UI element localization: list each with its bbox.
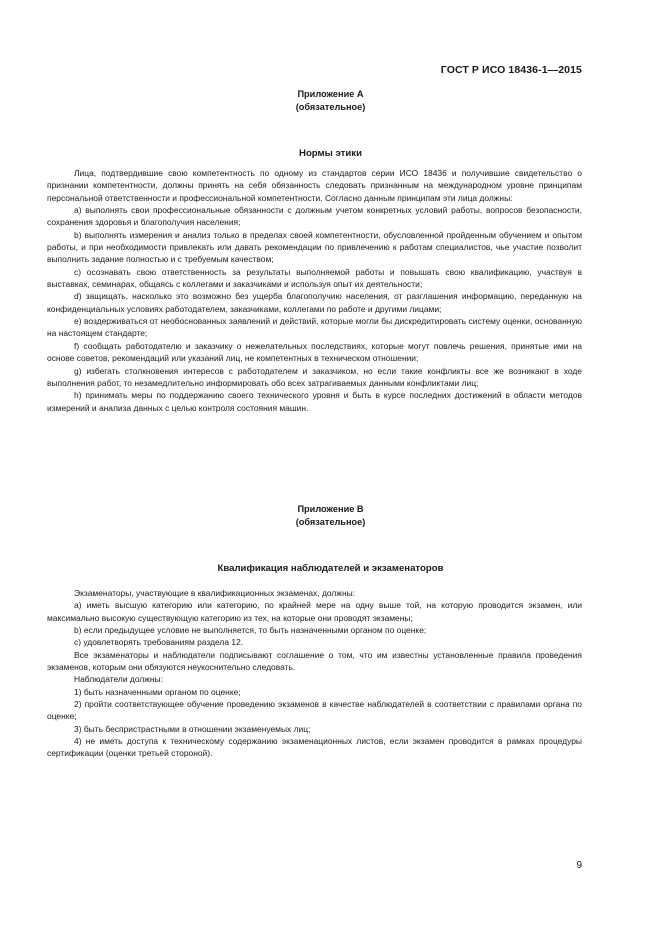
annex-a-item-d: d) защищать, насколько это возможно без ущерба благополучию населения, от разглашения информацию, переданную на конфиденциальных условиях работодателем, заказчиками, коллегами по работе и другими лицами;: [47, 291, 582, 314]
annex-b-title: Квалификация наблюдателей и экзаменаторов: [217, 563, 444, 574]
annex-b-agreement: Все экзаменаторы и наблюдатели подписывают соглашение о том, что им известны установленные правила проведения экзаменов, которым они обязуются неукоснительно следовать.: [47, 649, 582, 673]
annex-a-item-g: g) избегать столкновения интересов с работодателем и заказчиком, но если такие конфликты все же возникают в ходе выполнения работ, то незамедлительно информировать обо всех затрагиваемых данными конфликтами лиц;: [47, 365, 582, 388]
annex-b-observers-intro: Наблюдатели должны:: [74, 674, 163, 685]
annex-b-status: (обязательное): [295, 516, 366, 527]
annex-a-item-a: a) выполнять свои профессиональные обязанности с должным учетом конкретных условий работы, вопросов безопасности, сохранения здоровья и благополучия населения;: [47, 205, 582, 228]
annex-b-item-b: b) если предыдущее условие не выполняется, то быть назначенными органом по оценке;: [74, 625, 427, 636]
annex-b-body: [47, 587, 582, 760]
annex-a-item-c: c) осознавать свою ответственность за результаты выполняемой работы и повышать свою квалификацию, участвуя в выставках, семинарах, общаясь с коллегами и заказчиками и используя опыт их деятельности;: [47, 266, 582, 290]
annex-b-observer-2: 2) пройти соответствующее обучение проведению экзаменов в качестве наблюдателей в соответствии с правилами органа по оценке;: [47, 699, 582, 722]
annex-a-item-e: e) воздерживаться от необоснованных заявлений и действий, которые могли бы дискредитировать систему оценки, основанную на настоящем стандарте;: [47, 316, 582, 339]
annex-a-item-h: h) принимать меры по поддержанию своего технического уровня и быть в курсе последних достижений в области методов измерений и анализа данных с целью контроля состояния машин.: [47, 390, 582, 413]
annex-a-title: Нормы этики: [299, 148, 362, 159]
annex-b-observer-3: 3) быть беспристрастными в отношении экзаменуемых лиц;: [74, 723, 311, 734]
annex-b-label: Приложение В: [297, 504, 364, 514]
standard-code: ГОСТ Р ИСО 18436-1—2015: [440, 64, 582, 76]
annex-a-body: [47, 167, 582, 414]
annex-a-heading: [0, 88, 661, 113]
page-number: 9: [576, 860, 582, 871]
annex-b-item-c: c) удовлетворять требованиям раздела 12.: [74, 637, 244, 648]
annex-a-item-b: b) выполнять измерения и анализ только в пределах своей компетентности, обусловленной пройденным обучением и опытом работы, и при необходимости привлекать или давать рекомендации по привлечению к работам специалистов, чье участие позволит выполнить задание полностью и с требуемым качеством;: [47, 229, 582, 265]
annex-a-status: (обязательное): [295, 101, 366, 112]
annex-b-item-a: a) иметь высшую категорию или категорию, по крайней мере на одну выше той, на которую проводится экзамен, или максимально высокую существующую категорию из тех, на которые они проводят экзамены;: [47, 600, 582, 623]
annex-b-intro: Экзаменаторы, участвующие в квалификационных экзаменах, должны:: [74, 588, 356, 598]
annex-b-observer-1: 1) быть назначенными органом по оценке;: [74, 686, 241, 697]
annex-b-heading: [0, 503, 661, 528]
annex-a-item-f: f) сообщать работодателю и заказчику о нежелательных последствиях, которые могут повлечь решения, принятые ими на основе советов, рекомендаций или указаний лиц, не компетентных в техническом отношении;: [47, 340, 582, 364]
annex-a-intro: Лица, подтвердившие свою компетентность по одному из стандартов серии ИСО 18436 и получившие свидетельство о признании компетентности, должны принять на себя обязанность следовать признанным на международном уровне принципам персональной ответственности и профессиональной компетентности. Согласно данным принципам эти лица должны:: [47, 168, 582, 203]
annex-a-label: Приложение А: [297, 89, 364, 99]
annex-b-observer-4: 4) не иметь доступа к техническому содержанию экзаменационных листов, если экзамен проводится в рамках процедуры сертификации (оценки третьей стороной).: [47, 736, 582, 759]
